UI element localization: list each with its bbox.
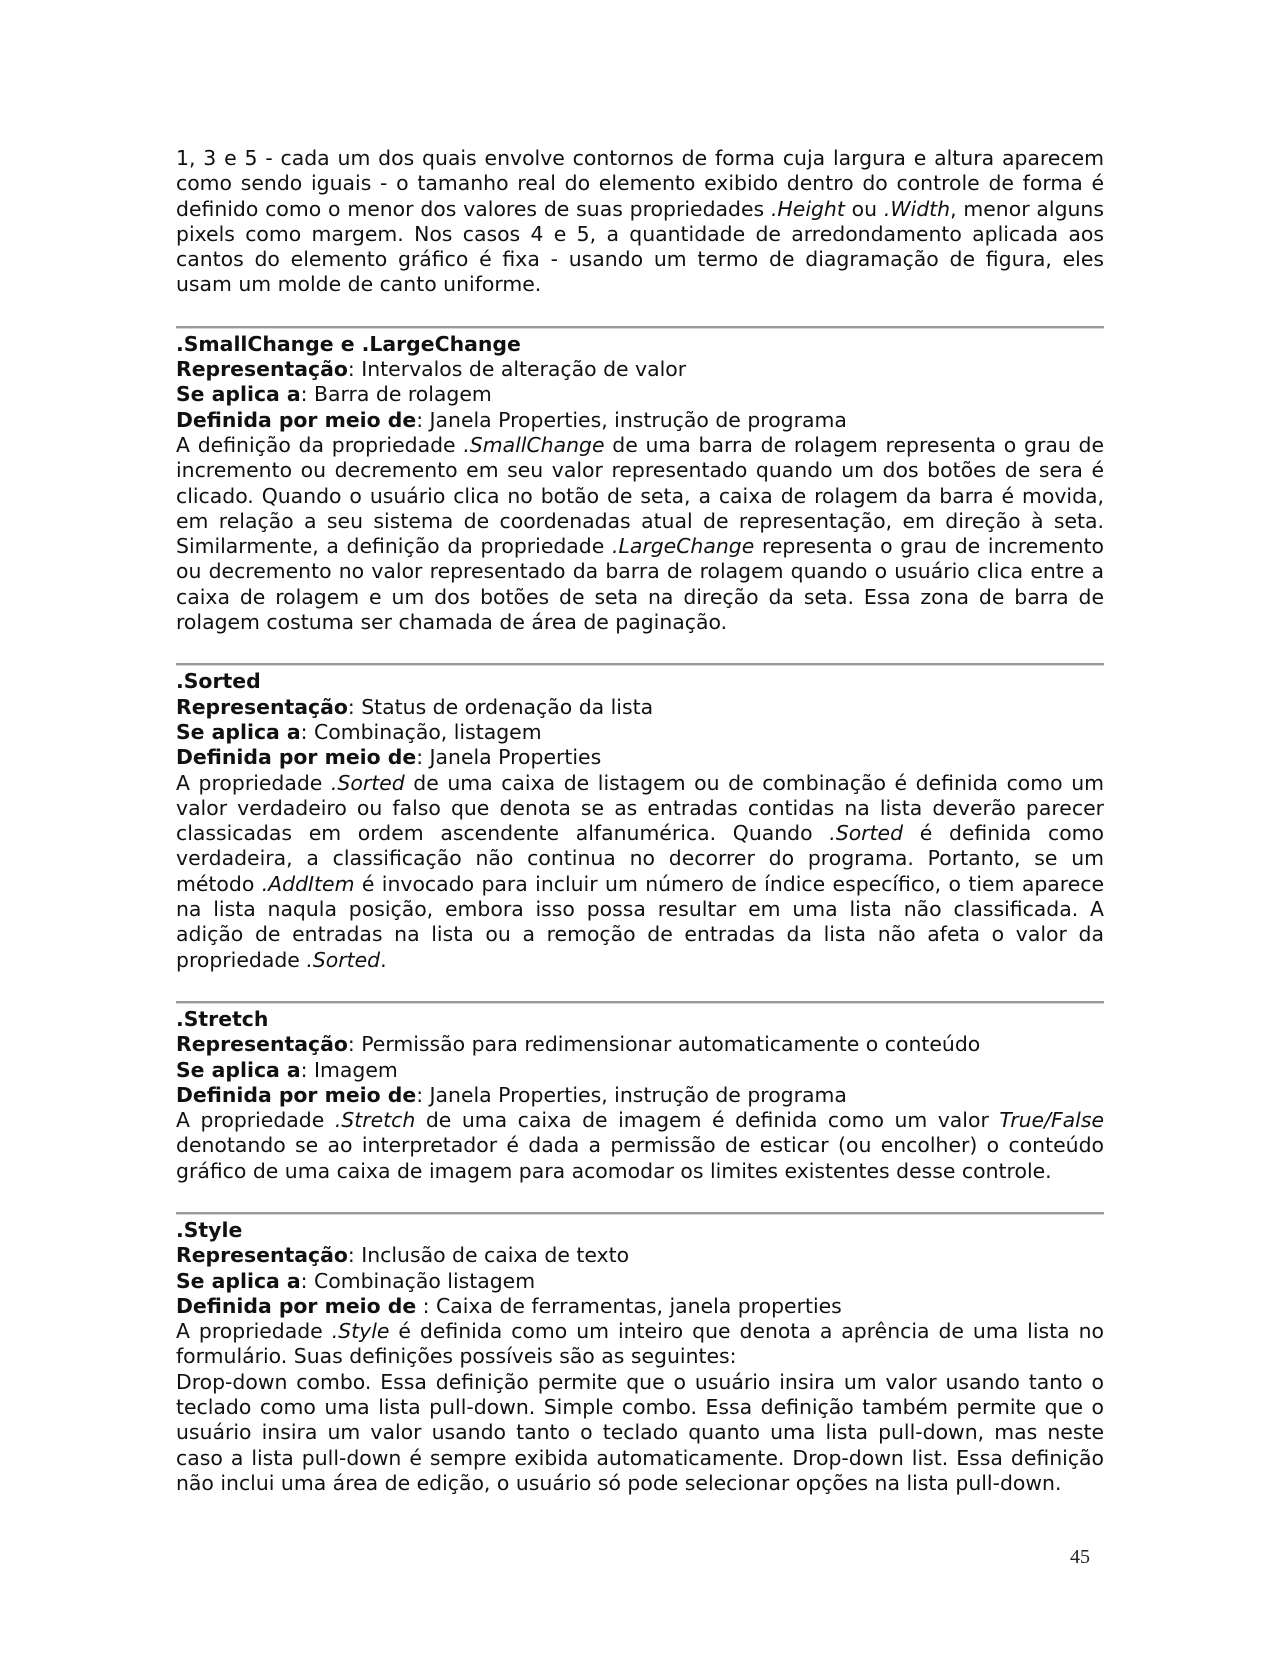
representation-field: Representação: Permissão para redimensionar automaticamente o conteúdo <box>176 1032 981 1057</box>
property-name: True/False <box>999 1108 1105 1133</box>
applies-to-field: Se aplica a: Barra de rolagem <box>176 382 492 407</box>
property-name: .Width <box>883 196 951 221</box>
section-body-continued: Drop-down combo. Essa definição permite que o usuário insira um valor usando tanto o teclado como uma lista pull-down. Simple combo. Essa definição também permite que o usuário insira um valor usando tanto o teclado quanto uma lista pull-down, mas neste caso a lista pull-down é sempre exibida automaticamente. Drop-down list. Essa definição não inclui uma área de edição, o usuário só pode selecionar opções na lista pull-down. <box>176 1369 1104 1495</box>
section-smallchange <box>176 298 1104 636</box>
section-body: A propriedade .Sorted de uma caixa de listagem ou de combinação é definida como um valor verdadeiro ou falso que denota se as entradas contidas na lista deverão parecer classicadas em ordem ascendente alfanumérica. Quando .Sorted é definida como verdadeira, a classificação não continua no decorrer do programa. Portanto, se um método .AddItem é invocado para incluir um número de índice específico, o tiem aparece na lista naqula posição, embora isso possa resultar em uma lista não classificada. A adição de entradas na lista ou a remoção de entradas da lista não afeta o valor da propriedade .Sorted. <box>176 770 1105 972</box>
page-number: 45 <box>1070 1546 1090 1568</box>
defined-by-field: Definida por meio de: Janela Properties <box>176 745 602 770</box>
representation-field: Representação: Inclusão de caixa de texto <box>176 1243 630 1268</box>
property-name: .Sorted <box>306 947 381 972</box>
property-name: .Height <box>770 196 845 221</box>
section-style <box>176 1184 1104 1496</box>
property-name: .Style <box>331 1319 390 1344</box>
applies-to-field: Se aplica a: Combinação listagem <box>176 1268 536 1293</box>
representation-field: Representação: Intervalos de alteração de valor <box>176 357 687 382</box>
property-name: .LargeChange <box>611 534 755 559</box>
representation-field: Representação: Status de ordenação da lista <box>176 694 654 719</box>
section-title: .Stretch <box>176 1006 269 1031</box>
section-divider <box>176 1001 1104 1004</box>
defined-by-field: Definida por meio de: Janela Properties, instrução de programa <box>176 407 847 432</box>
document-page <box>176 146 1104 1496</box>
property-name: .Sorted <box>330 770 405 795</box>
section-stretch <box>176 973 1104 1184</box>
section-body: A definição da propriedade .SmallChange de uma barra de rolagem representa o grau de incremento ou decremento em seu valor representado quando um dos botões de sera é clicado. Quando o usuário clica no botão de seta, a caixa de rolagem da barra é movida, em relação a seu sistema de coordenadas atual de representação, em direção à seta. Similarmente, a definição da propriedade .LargeChange representa o grau de incremento ou decremento no valor representado da barra de rolagem quando o usuário clica entre a caixa de rolagem e um dos botões de seta na direção da seta. Essa zona de barra de rolagem costuma ser chamada de área de paginação. <box>176 432 1104 635</box>
property-name: .SmallChange <box>463 432 605 457</box>
section-body: A propriedade .Style é definida como um inteiro que denota a aprência de uma lista no formulário. Suas definições possíveis são as seguintes: <box>176 1319 1104 1369</box>
applies-to-field: Se aplica a: Combinação, listagem <box>176 719 542 744</box>
defined-by-field: Definida por meio de: Janela Properties, instrução de programa <box>176 1082 847 1107</box>
section-divider <box>176 1212 1104 1215</box>
section-title: .Sorted <box>176 669 261 694</box>
defined-by-field: Definida por meio de : Caixa de ferramentas, janela properties <box>176 1293 842 1318</box>
property-name: .Stretch <box>334 1108 416 1133</box>
section-body: A propriedade .Stretch de uma caixa de imagem é definida como um valor True/False denotando se ao interpretador é dada a permissão de esticar (ou encolher) o conteúdo gráfico de uma caixa de imagem para acomodar os limites existentes desse controle. <box>176 1108 1105 1183</box>
section-divider <box>176 326 1104 329</box>
section-divider <box>176 663 1104 666</box>
applies-to-field: Se aplica a: Imagem <box>176 1057 398 1082</box>
section-title: .SmallChange e .LargeChange <box>176 331 521 356</box>
property-name: .Sorted <box>829 821 904 846</box>
intro-paragraph: 1, 3 e 5 - cada um dos quais envolve contornos de forma cuja largura e altura aparecem como sendo iguais - o tamanho real do elemento exibido dentro do controle de forma é definido como o menor dos valores de suas propriedades .Height ou .Width, menor alguns pixels como margem. Nos casos 4 e 5, a quantidade de arredondamento aplicada aos cantos do elemento gráfico é fixa - usando um termo de diagramação de figura, eles usam um molde de canto uniforme. <box>176 146 1104 297</box>
section-title: .Style <box>176 1217 243 1242</box>
section-sorted <box>176 635 1104 973</box>
property-name: .AddItem <box>261 871 355 896</box>
